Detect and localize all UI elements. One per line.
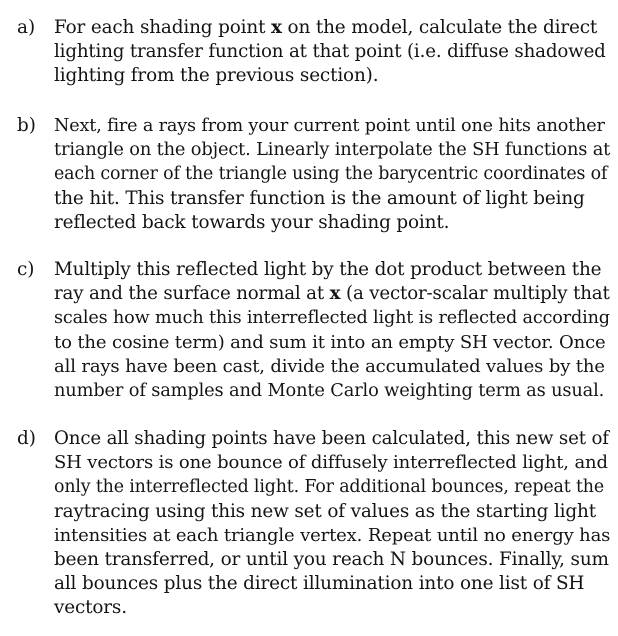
text-line: the hit. This transfer function is the amount of light being: [54, 187, 585, 209]
text-line: to the cosine term) and sum it into an empty SH vector. Once: [54, 331, 606, 353]
text-line: scales how much this interreflected light is reflected according: [54, 308, 610, 329]
text-line: SH vectors is one bounce of diffusely interreflected light, and: [54, 452, 608, 474]
text-line: number of samples and Monte Carlo weighting term as usual.: [54, 380, 605, 401]
text-line: only the interreflected light. For additional bounces, repeat the: [54, 477, 604, 498]
text-line: been transferred, or until you reach N bounces. Finally, sum: [54, 549, 609, 570]
text-line: ray and the surface normal at x (a vector-scalar multiply that: [54, 283, 610, 305]
text-line: Next, fire a rays from your current point until one hits another: [54, 116, 605, 136]
text-line: lighting from the previous section).: [54, 65, 379, 87]
bold-variable: x: [271, 17, 282, 38]
list-marker: c): [17, 259, 35, 280]
text-line: all bounces plus the direct illumination into one list of SH: [54, 573, 585, 595]
list-marker: a): [17, 17, 36, 38]
list-marker: d): [17, 428, 36, 449]
text-line: reflected back towards your shading point.: [54, 211, 450, 233]
text-line: Multiply this reflected light by the dot product between the: [54, 259, 602, 280]
text-line: lighting transfer function at that point (i.e. diffuse shadowed: [54, 41, 606, 63]
text-line: vectors.: [54, 597, 127, 619]
text-line: triangle on the object. Linearly interpolate the SH functions at: [54, 139, 611, 161]
text-line: For each shading point x on the model, calculate the direct: [54, 17, 598, 38]
text-line: Once all shading points have been calculated, this new set of: [54, 428, 609, 449]
text-line: raytracing using this new set of values as the starting light: [54, 500, 596, 522]
text-line: all rays have been cast, divide the accumulated values by the: [54, 355, 605, 377]
list-marker: b): [17, 115, 36, 136]
text-line: intensities at each triangle vertex. Repeat until no energy has: [54, 524, 611, 546]
text-line: each corner of the triangle using the barycentric coordinates of: [54, 164, 608, 185]
bold-variable: x: [329, 283, 341, 305]
